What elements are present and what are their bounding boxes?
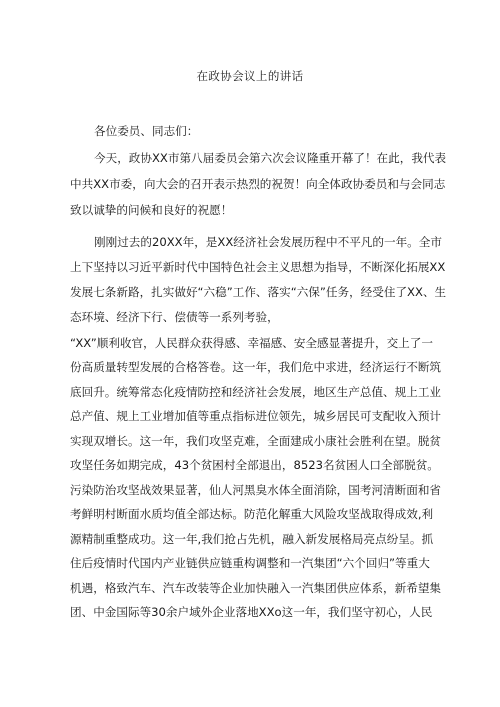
text-line: 机遇，格致汽车、汽车改装等企业加快融入一汽集团供应体系，新希望集	[70, 581, 442, 595]
document-title: 在政协会议上的讲话	[196, 69, 304, 83]
salutation-line: 各位委员、同志们：	[94, 124, 199, 138]
text-line: 今天，政协XX市第八届委员会第六次会议隆重开幕了！在此，我代表	[94, 151, 447, 165]
text-line: 考鲜明村断面水质均值全部达标。防范化解重大风险攻坚战取得成效,利	[70, 507, 434, 521]
text-line: 刚刚过去的20XX年，是XX经济社会发展历程中不平凡的一年。全市	[94, 235, 442, 249]
text-line: 团、中金国际等30余户域外企业落地XXo这一年，我们坚守初心，人民	[70, 605, 433, 619]
text-line: 攻坚任务如期完成，43个贫困村全部退出，8523名贫困人口全部脱贫。	[70, 458, 439, 472]
text-line: 实现双增长。这一年，我们攻坚克难，全面建成小康社会胜利在望。脱贫	[70, 434, 442, 448]
text-line: 污染防治攻坚战效果显著，仙人河黑臭水体全面消除，国考河清断面和省	[70, 483, 442, 497]
text-line: 源精制重整成功。这一年,我们抢占先机，融入新发展格局亮点纷呈。抓	[70, 532, 434, 546]
text-line: 致以诚挚的问候和良好的祝愿！	[70, 203, 233, 217]
text-line: 态环境、经济下行、偿债等一系列考验，	[70, 310, 279, 324]
text-line: 中共XX市委，向大会的召开表示热烈的祝贺！向全体政协委员和与会同志	[70, 177, 446, 191]
text-line: 住后疫情时代国内产业链供应链重构调整和一汽集团“六个回归”等重大	[70, 556, 430, 570]
text-line: “XX”顺利收官，人民群众获得感、幸福感、安全感显著提升，交上了一	[70, 336, 433, 350]
text-line: 上下坚持以习近平新时代中国特色社会主义思想为指导，不断深化拓展XX	[70, 260, 446, 274]
text-line: 份高质量转型发展的合格答卷。这一年，我们危中求进，经济运行不断筑	[70, 360, 442, 374]
text-line: 底回升。统筹常态化疫情防控和经济社会发展，地区生产总值、规上工业	[70, 385, 442, 399]
text-line: 发展七条新路，扎实做好“六稳”工作、落实“六保”任务，经受住了XX、生	[70, 285, 447, 299]
text-line: 总产值、规上工业增加值等重点指标进位领先，城乡居民可支配收入预计	[70, 409, 442, 423]
